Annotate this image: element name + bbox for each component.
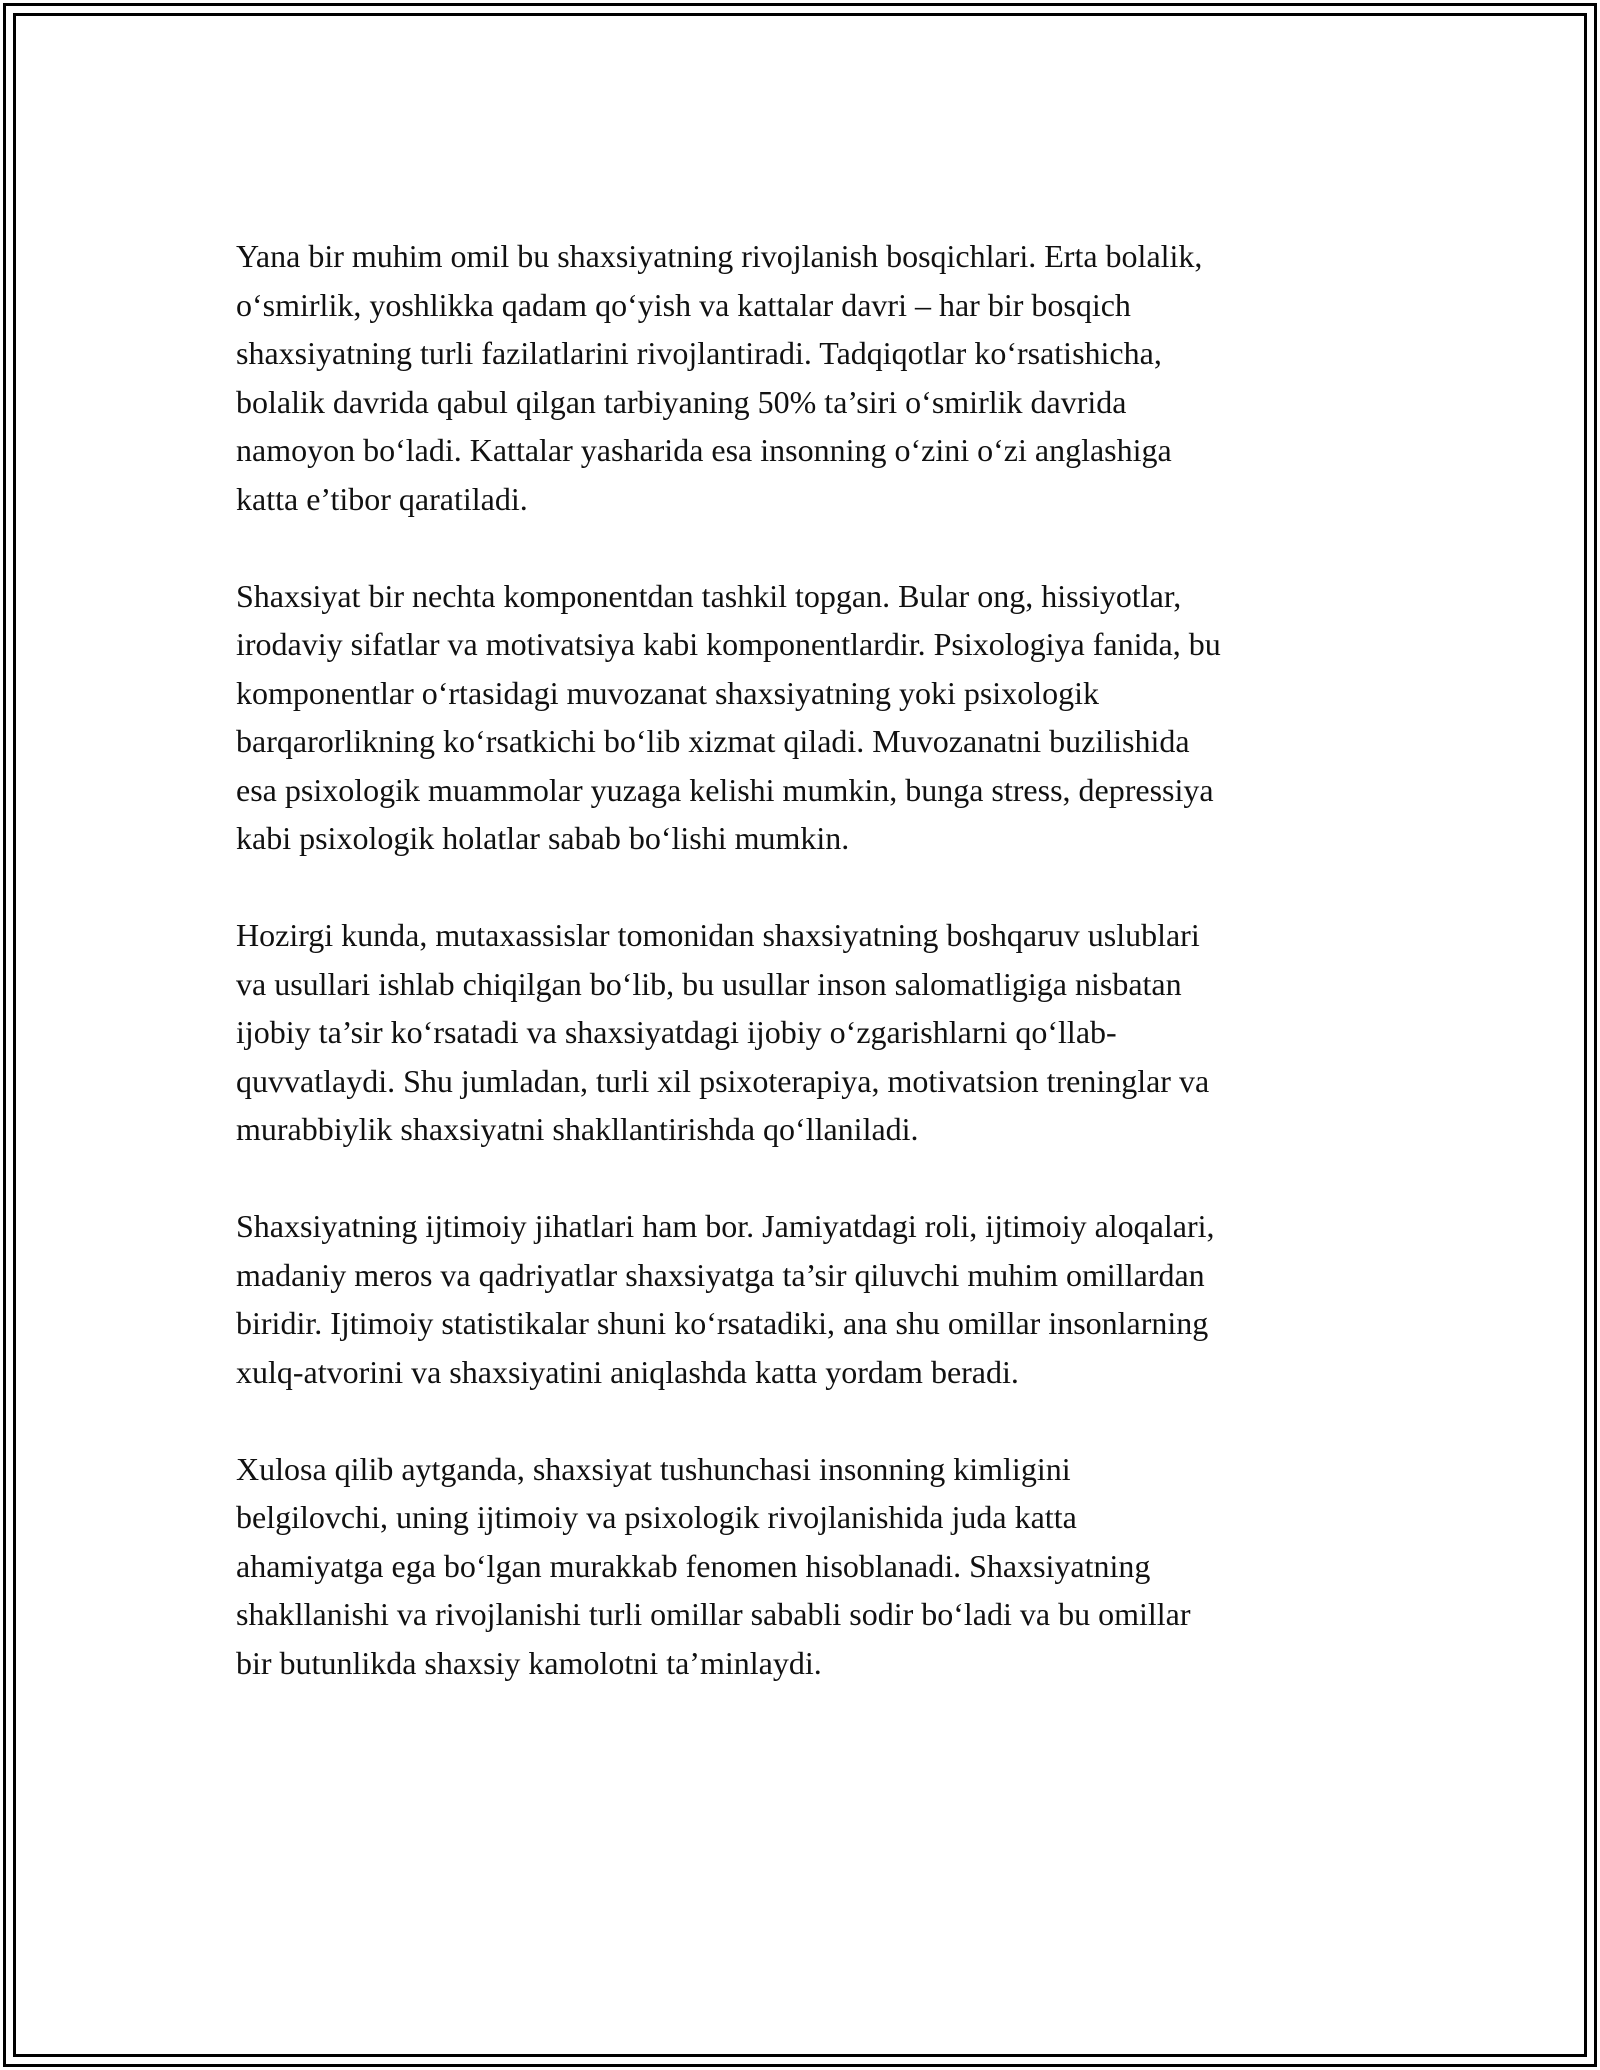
text-line: bolalik davrida qabul qilgan tarbiyaning 50% ta’siri o‘smirlik davrida [236, 383, 1127, 420]
text-line: quvvatlaydi. Shu jumladan, turli xil psixoterapiya, motivatsion treninglar va [236, 1062, 1210, 1099]
text-line: Hozirgi kunda, mutaxassislar tomonidan shaxsiyatning boshqaruv uslublari [236, 917, 1200, 953]
paragraph-methods [236, 911, 1382, 1154]
text-line: namoyon bo‘ladi. Kattalar yasharida esa insonning o‘zini o‘zi anglashiga [236, 432, 1172, 468]
text-line: Shaxsiyat bir nechta komponentdan tashkil topgan. Bular ong, hissiyotlar, [236, 577, 1182, 614]
text-line: Shaxsiyatning ijtimoiy jihatlari ham bor. Jamiyatdagi roli, ijtimoiy aloqalari, [236, 1208, 1215, 1244]
text-line: kabi psixologik holatlar sabab bo‘lishi mumkin. [236, 820, 850, 856]
text-line: xulq-atvorini va shaxsiyatini aniqlashda katta yordam beradi. [236, 1353, 1019, 1390]
text-line: belgilovchi, uning ijtimoiy va psixologik rivojlanishida juda katta [236, 1499, 1077, 1535]
text-line: barqarorlikning ko‘rsatkichi bo‘lib xizmat qiladi. Muvozanatni buzilishida [236, 723, 1190, 759]
text-line: bir butunlikda shaxsiy kamolotni ta’minlaydi. [236, 1644, 822, 1681]
text-line: madaniy meros va qadriyatlar shaxsiyatga ta’sir qiluvchi muhim omillardan [236, 1256, 1205, 1293]
document-body [236, 232, 1382, 1736]
text-line: Xulosa qilib aytganda, shaxsiyat tushunchasi insonning kimligini [236, 1450, 1071, 1487]
text-line: murabbiylik shaxsiyatni shakllantirishda qo‘llaniladi. [236, 1111, 919, 1147]
paragraph-stages [236, 232, 1382, 523]
text-line: ijobiy ta’sir ko‘rsatadi va shaxsiyatdagi ijobiy o‘zgarishlarni qo‘llab- [236, 1014, 1117, 1050]
text-line: esa psixologik muammolar yuzaga kelishi mumkin, bunga stress, depressiya [236, 771, 1214, 808]
text-line: ahamiyatga ega bo‘lgan murakkab fenomen hisoblanadi. Shaxsiyatning [236, 1547, 1151, 1584]
paragraph-components [236, 572, 1382, 863]
paragraph-conclusion [236, 1445, 1382, 1688]
text-line: va usullari ishlab chiqilgan bo‘lib, bu usullar inson salomatligiga nisbatan [236, 965, 1182, 1002]
text-line: Yana bir muhim omil bu shaxsiyatning rivojlanish bosqichlari. Erta bolalik, [236, 238, 1203, 274]
paragraph-social [236, 1202, 1382, 1396]
text-line: o‘smirlik, yoshlikka qadam qo‘yish va kattalar davri – har bir bosqich [236, 286, 1131, 323]
text-line: katta e’tibor qaratiladi. [236, 480, 528, 517]
text-line: komponentlar o‘rtasidagi muvozanat shaxsiyatning yoki psixologik [236, 674, 1099, 711]
text-line: shaxsiyatning turli fazilatlarini rivojlantiradi. Tadqiqotlar ko‘rsatishicha, [236, 335, 1162, 371]
text-line: shakllanishi va rivojlanishi turli omillar sababli sodir bo‘ladi va bu omillar [236, 1596, 1191, 1632]
text-line: irodaviy sifatlar va motivatsiya kabi komponentlardir. Psixologiya fanida, bu [236, 626, 1221, 662]
text-line: biridir. Ijtimoiy statistikalar shuni ko‘rsatadiki, ana shu omillar insonlarning [236, 1305, 1209, 1341]
